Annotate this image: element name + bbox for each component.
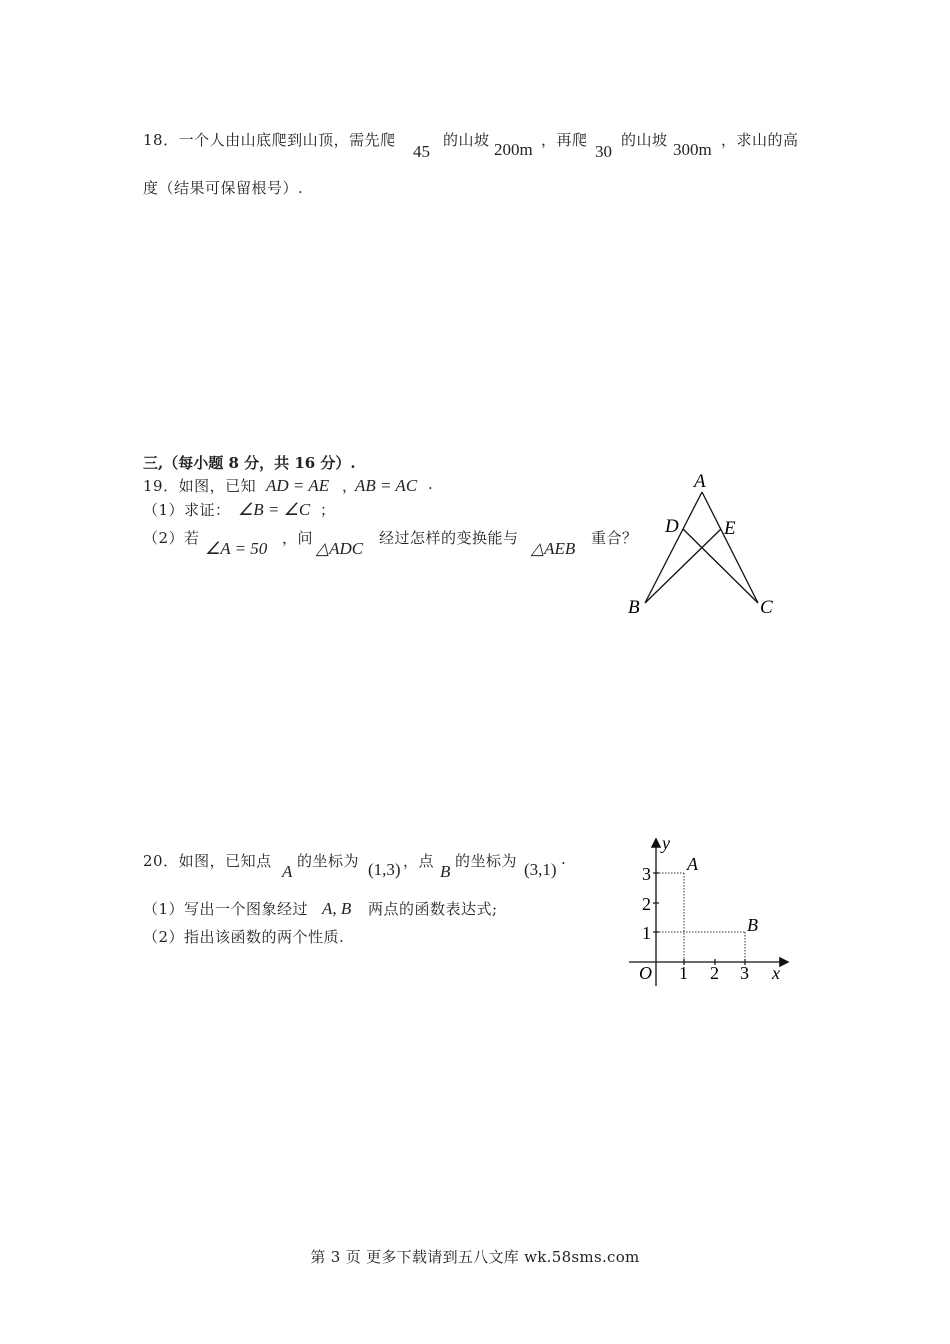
q20-point-a: A [282,862,293,881]
q20-part1-end: 两点的函数表达式; [368,900,498,918]
q19-figure-lines [645,492,758,603]
x-tick-2: 2 [710,963,719,983]
guide-lines [656,873,745,962]
x-axis-label: x [772,963,780,983]
section-heading: 三,（每小题 8 分，共 16 分）. [143,454,356,472]
x-tick-3: 3 [740,963,749,983]
q19-text-1: 19．如图，已知 [143,477,257,495]
point-a-label: A [687,854,698,874]
q20-text-5: . [561,850,567,868]
x-tick-1: 1 [679,963,688,983]
q20-point-b: B [440,862,451,881]
q20-text-2: 的坐标为 [297,852,360,870]
tick-marks [653,873,745,965]
q20-text-4: 的坐标为 [455,852,518,870]
point-label-b: B [628,597,640,618]
q20-part1-text: （1）写出一个图象经过 [143,900,309,918]
q19-math-ad-ae: AD = AE [266,476,330,495]
q18-text-1: 18．一个人由山底爬到山顶，需先爬 [143,131,396,149]
q20-coord-b: (3,1) [524,860,557,879]
q18-text-2: 的山坡 [443,131,490,149]
q20-line3: （2）指出该函数的两个性质. [143,928,345,946]
q18-angle-30: 30 [595,142,612,161]
q18-line2: 度（结果可保留根号）. [143,179,304,197]
q19-math-triangle-aeb: △AEB [531,539,576,558]
q19-part1-end: ； [320,501,336,519]
q19-math-angles: ∠B = ∠C [238,500,311,519]
y-tick-1: 1 [642,923,651,943]
point-label-d: D [665,516,679,537]
q20-text-3: ，点 [403,852,435,870]
q19-part2-text-4: 重合？ [591,529,638,547]
q20-coordinate-figure [625,830,795,988]
q20-text-1: 20．如图，已知点 [143,852,272,870]
y-tick-3: 3 [642,864,651,884]
q18-text-3: ，再爬 [541,131,588,149]
q18-text-5: ，求山的高 [721,131,799,149]
q20-coord-a: (1,3) [368,860,401,879]
q19-math-ab-ac: AB = AC [355,476,418,495]
q19-part2-text-2: ，问 [282,529,314,547]
point-label-c: C [760,597,773,618]
q19-part1-text: （1）求证： [143,501,231,519]
q18-text-4: 的山坡 [621,131,668,149]
point-b-label: B [747,915,758,935]
q19-text-2: ， [342,477,358,495]
q19-math-angle-a: ∠A = 50 [205,539,268,558]
q19-text-3: . [428,475,434,493]
q20-math-a-b: A, B [322,899,352,918]
page-footer: 第 3 页 更多下载请到五八文库 wk.58sms.com [310,1248,640,1266]
y-axis-label: y [662,833,670,853]
q19-part2-text-3: 经过怎样的变换能与 [379,529,519,547]
q18-length-300m: 300m [673,140,712,159]
segment-cd [683,529,758,603]
q19-math-triangle-adc: △ADC [316,539,364,558]
y-tick-2: 2 [642,894,651,914]
segment-be [645,529,721,603]
segment-ab [645,492,702,603]
q19-part2-text-1: （2）若 [143,529,200,547]
segment-ac [702,492,758,603]
origin-label: O [639,963,652,983]
q19-triangle-figure [620,465,790,625]
point-label-e: E [724,518,736,539]
q18-length-200m: 200m [494,140,533,159]
q18-angle-45: 45 [413,142,430,161]
point-label-a: A [694,471,706,492]
